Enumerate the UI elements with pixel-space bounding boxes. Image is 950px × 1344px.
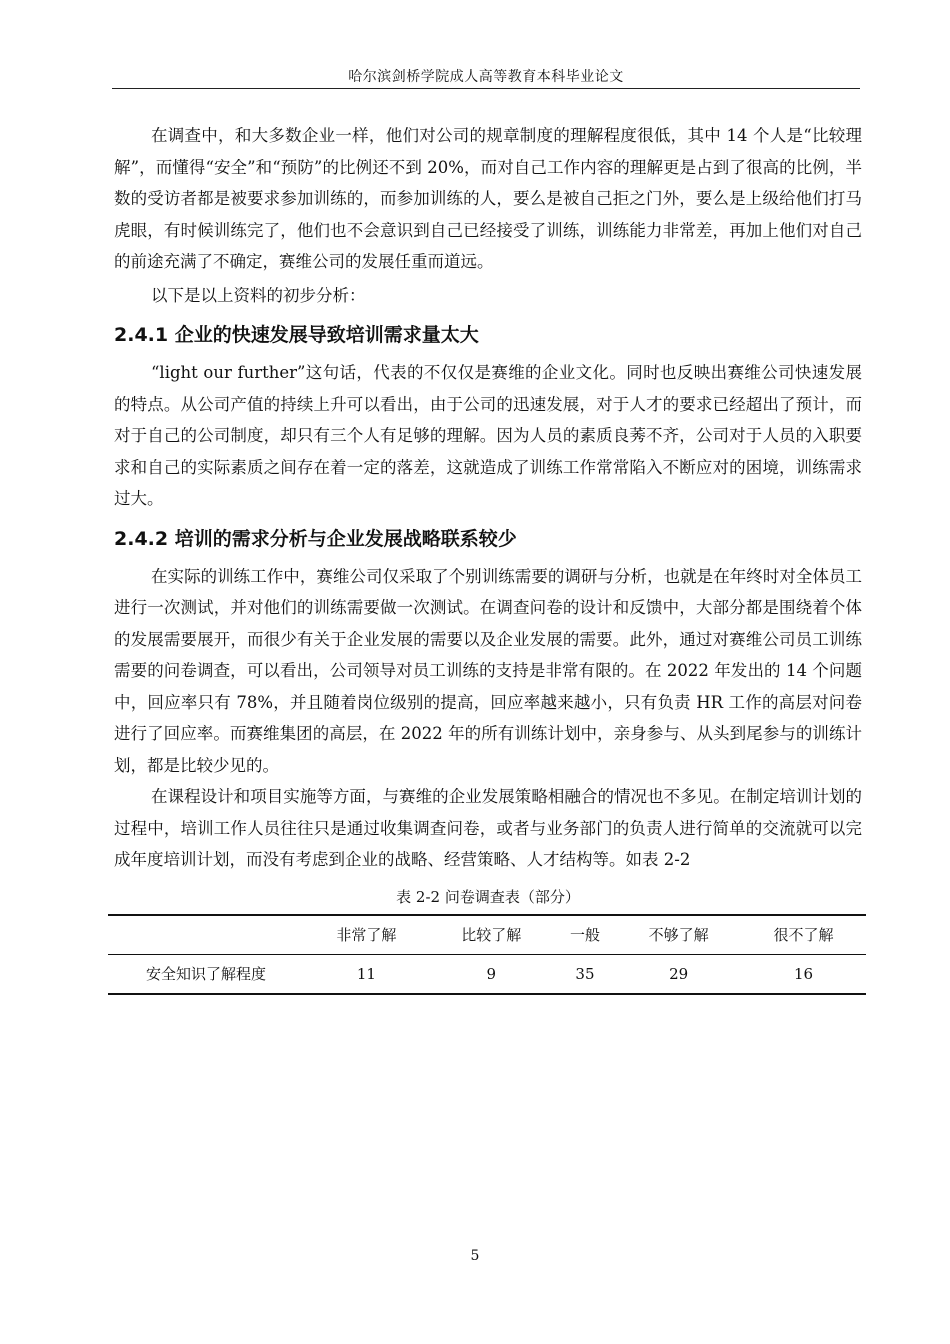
table-cell: 29: [669, 964, 689, 983]
table-header-row: [108, 915, 866, 955]
paragraph-rapid-growth: “light our further”这句话，代表的不仅仅是赛维的企业文化。同时也反映出赛维公司快速发展的特点。从公司产值的持续上升可以看出，由于公司的迅速发展，对于人才的要求已经超出了预计，而对于自己的公司制度，却只有三个人有足够的理解。因为人员的素质良莠不齐，公司对于人员的入职要求和自己的实际素质之间存在着一定的落差，这就造成了训练工作常常陷入不断应对的困境，训练需求过大。: [114, 363, 862, 508]
table-header-cell: 非常了解: [336, 926, 397, 944]
table-cell: 9: [486, 964, 497, 983]
table-row: [108, 954, 866, 994]
table-cell: 11: [356, 964, 376, 983]
paragraph-analysis-intro: 以下是以上资料的初步分析：: [151, 285, 366, 305]
table-caption: 表 2-2 问卷调查表（部分）: [396, 887, 580, 906]
paragraph-course-design: 在课程设计和项目实施等方面，与赛维的企业发展策略相融合的情况也不多见。在制定培训计划的过程中，培训工作人员往往只是通过收集调查问卷，或者与业务部门的负责人进行简单的交流就可以完成年度培训计划，而没有考虑到企业的战略、经营策略、人才结构等。如表 2-2: [114, 787, 862, 869]
table-row-label: 安全知识了解程度: [145, 965, 266, 983]
survey-table: [108, 914, 866, 995]
table-header-cell: 一般: [569, 926, 600, 944]
section-heading-2-4-1: 2.4.1 企业的快速发展导致培训需求量太大: [114, 324, 479, 346]
paragraph-needs-analysis: 在实际的训练工作中，赛维公司仅采取了个别训练需要的调研与分析，也就是在年终时对全体员工进行一次测试，并对他们的训练需要做一次测试。在调查问卷的设计和反馈中，大部分都是围绕着个体的发展需要展开，而很少有关于企业发展的需要以及企业发展的需要。此外，通过对赛维公司员工训练需要的问卷调查，可以看出，公司领导对员工训练的支持是非常有限的。在 2022 年发出的 14 个问题中，回应率只有 78%，并且随着岗位级别的提高，回应率越来越小，只有负责 HR 工作的高层对问卷进行了回应率。而赛维集团的高层，在 2022 年的所有训练计划中，亲身参与、从头到尾参与的训练计划，都是比较少见的。: [114, 566, 862, 775]
page-body: [114, 120, 862, 995]
header-divider: [112, 88, 860, 89]
paragraph-survey-findings: 在调查中，和大多数企业一样，他们对公司的规章制度的理解程度很低，其中 14 个人是“比较理解”，而懂得“安全”和“预防”的比例还不到 20%，而对自己工作内容的理解更是占到了很高的比例，半数的受访者都是被要求参加训练的，而参加训练的人，要么是被自己拒之门外，要么是上级给他们打马虎眼，有时候训练完了，他们也不会意识到自己已经接受了训练，训练能力非常差，再加上他们对自己的前途充满了不确定，赛维公司的发展任重而道远。: [114, 126, 862, 271]
table-header-cell: 比较了解: [461, 926, 522, 944]
table-cell: 16: [793, 964, 814, 983]
page-header: 哈尔滨剑桥学院成人高等教育本科毕业论文: [348, 69, 624, 85]
page-number: 5: [470, 1248, 480, 1264]
table-header-cell: 不够了解: [648, 926, 709, 944]
table-cell: 35: [575, 964, 595, 983]
table-header-cell: [108, 915, 304, 955]
section-heading-2-4-2: 2.4.2 培训的需求分析与企业发展战略联系较少: [114, 527, 517, 550]
table-header-cell: 很不了解: [773, 926, 834, 944]
